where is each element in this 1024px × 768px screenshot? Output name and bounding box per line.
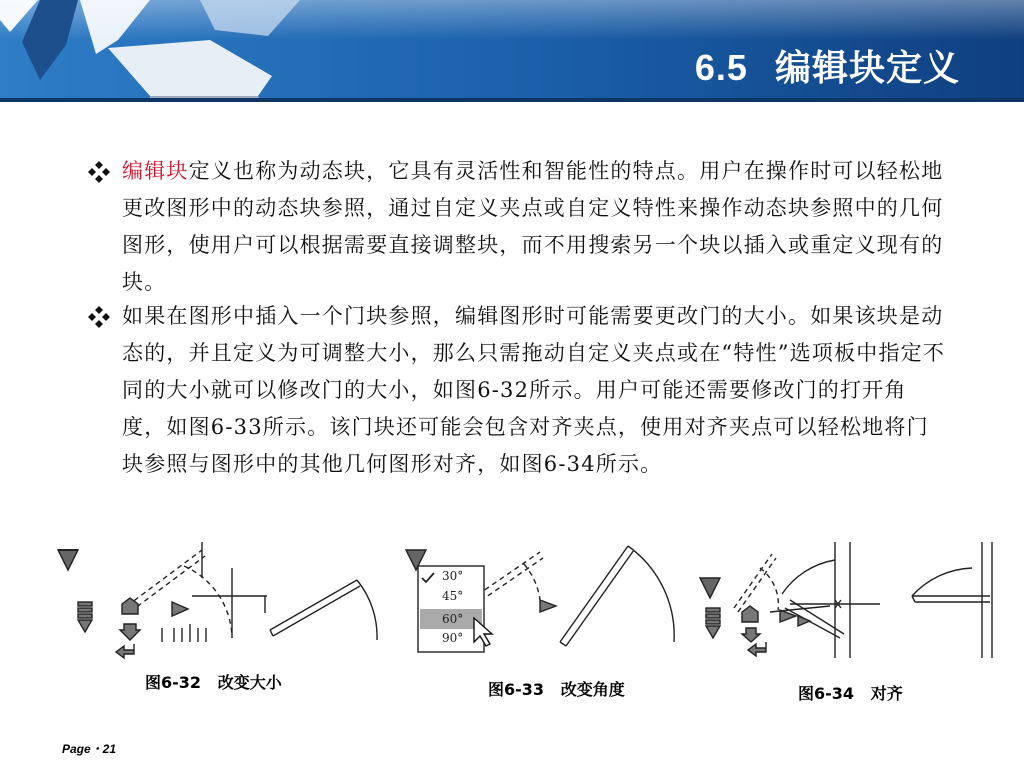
figure-caption-6-33: 图6-33 改变角度 <box>488 680 625 699</box>
angle-option-selected[interactable]: 60° <box>442 612 464 626</box>
bullet-paragraph-2 <box>88 298 948 483</box>
angle-option[interactable]: 45° <box>442 589 464 603</box>
figure-resize-door <box>52 538 392 668</box>
page-title <box>695 40 960 91</box>
title-number: 6.5 <box>694 47 748 88</box>
slide-header <box>0 0 1024 102</box>
figure-caption-6-34: 图6-34 对齐 <box>798 684 903 703</box>
highlight-term: 编辑块 <box>122 159 189 183</box>
page-number: Page・21 <box>62 742 117 756</box>
diamond-bullet-icon <box>88 153 110 190</box>
angle-option[interactable]: 90° <box>442 631 464 645</box>
figure-caption-6-32: 图6-32 改变大小 <box>145 673 282 692</box>
figure-align-door <box>690 538 1010 668</box>
diamond-bullet-icon <box>88 298 110 335</box>
bullet-text: 定义也称为动态块，它具有灵活性和智能性的特点。用户在操作时可以轻松地更改图形中的动态块参照，通过自定义夹点或自定义特性来操作动态块参照中的几何图形，使用户可以根据需要直接调整块，而不用搜索另一个块以插入或重定义现有的块。 <box>122 159 944 294</box>
title-text: 编辑块定义 <box>774 48 960 89</box>
figure-change-angle <box>400 538 690 668</box>
angle-option[interactable]: 30° <box>442 569 464 583</box>
bullet-paragraph-1 <box>88 153 948 301</box>
bullet-text: 如果在图形中插入一个门块参照，编辑图形时可能需要更改门的大小。如果该块是动态的，并且定义为可调整大小，那么只需拖动自定义夹点或在“特性”选项板中指定不同的大小就可以修改门的大小，如图6-32所示。用户可能还需要修改门的打开角度，如图6-33所示。该门块还可能会包含对齐夹点，使用对齐夹点可以轻松地将门块参照与图形中的其他几何图形对齐，如图6-34所示。 <box>122 304 946 476</box>
